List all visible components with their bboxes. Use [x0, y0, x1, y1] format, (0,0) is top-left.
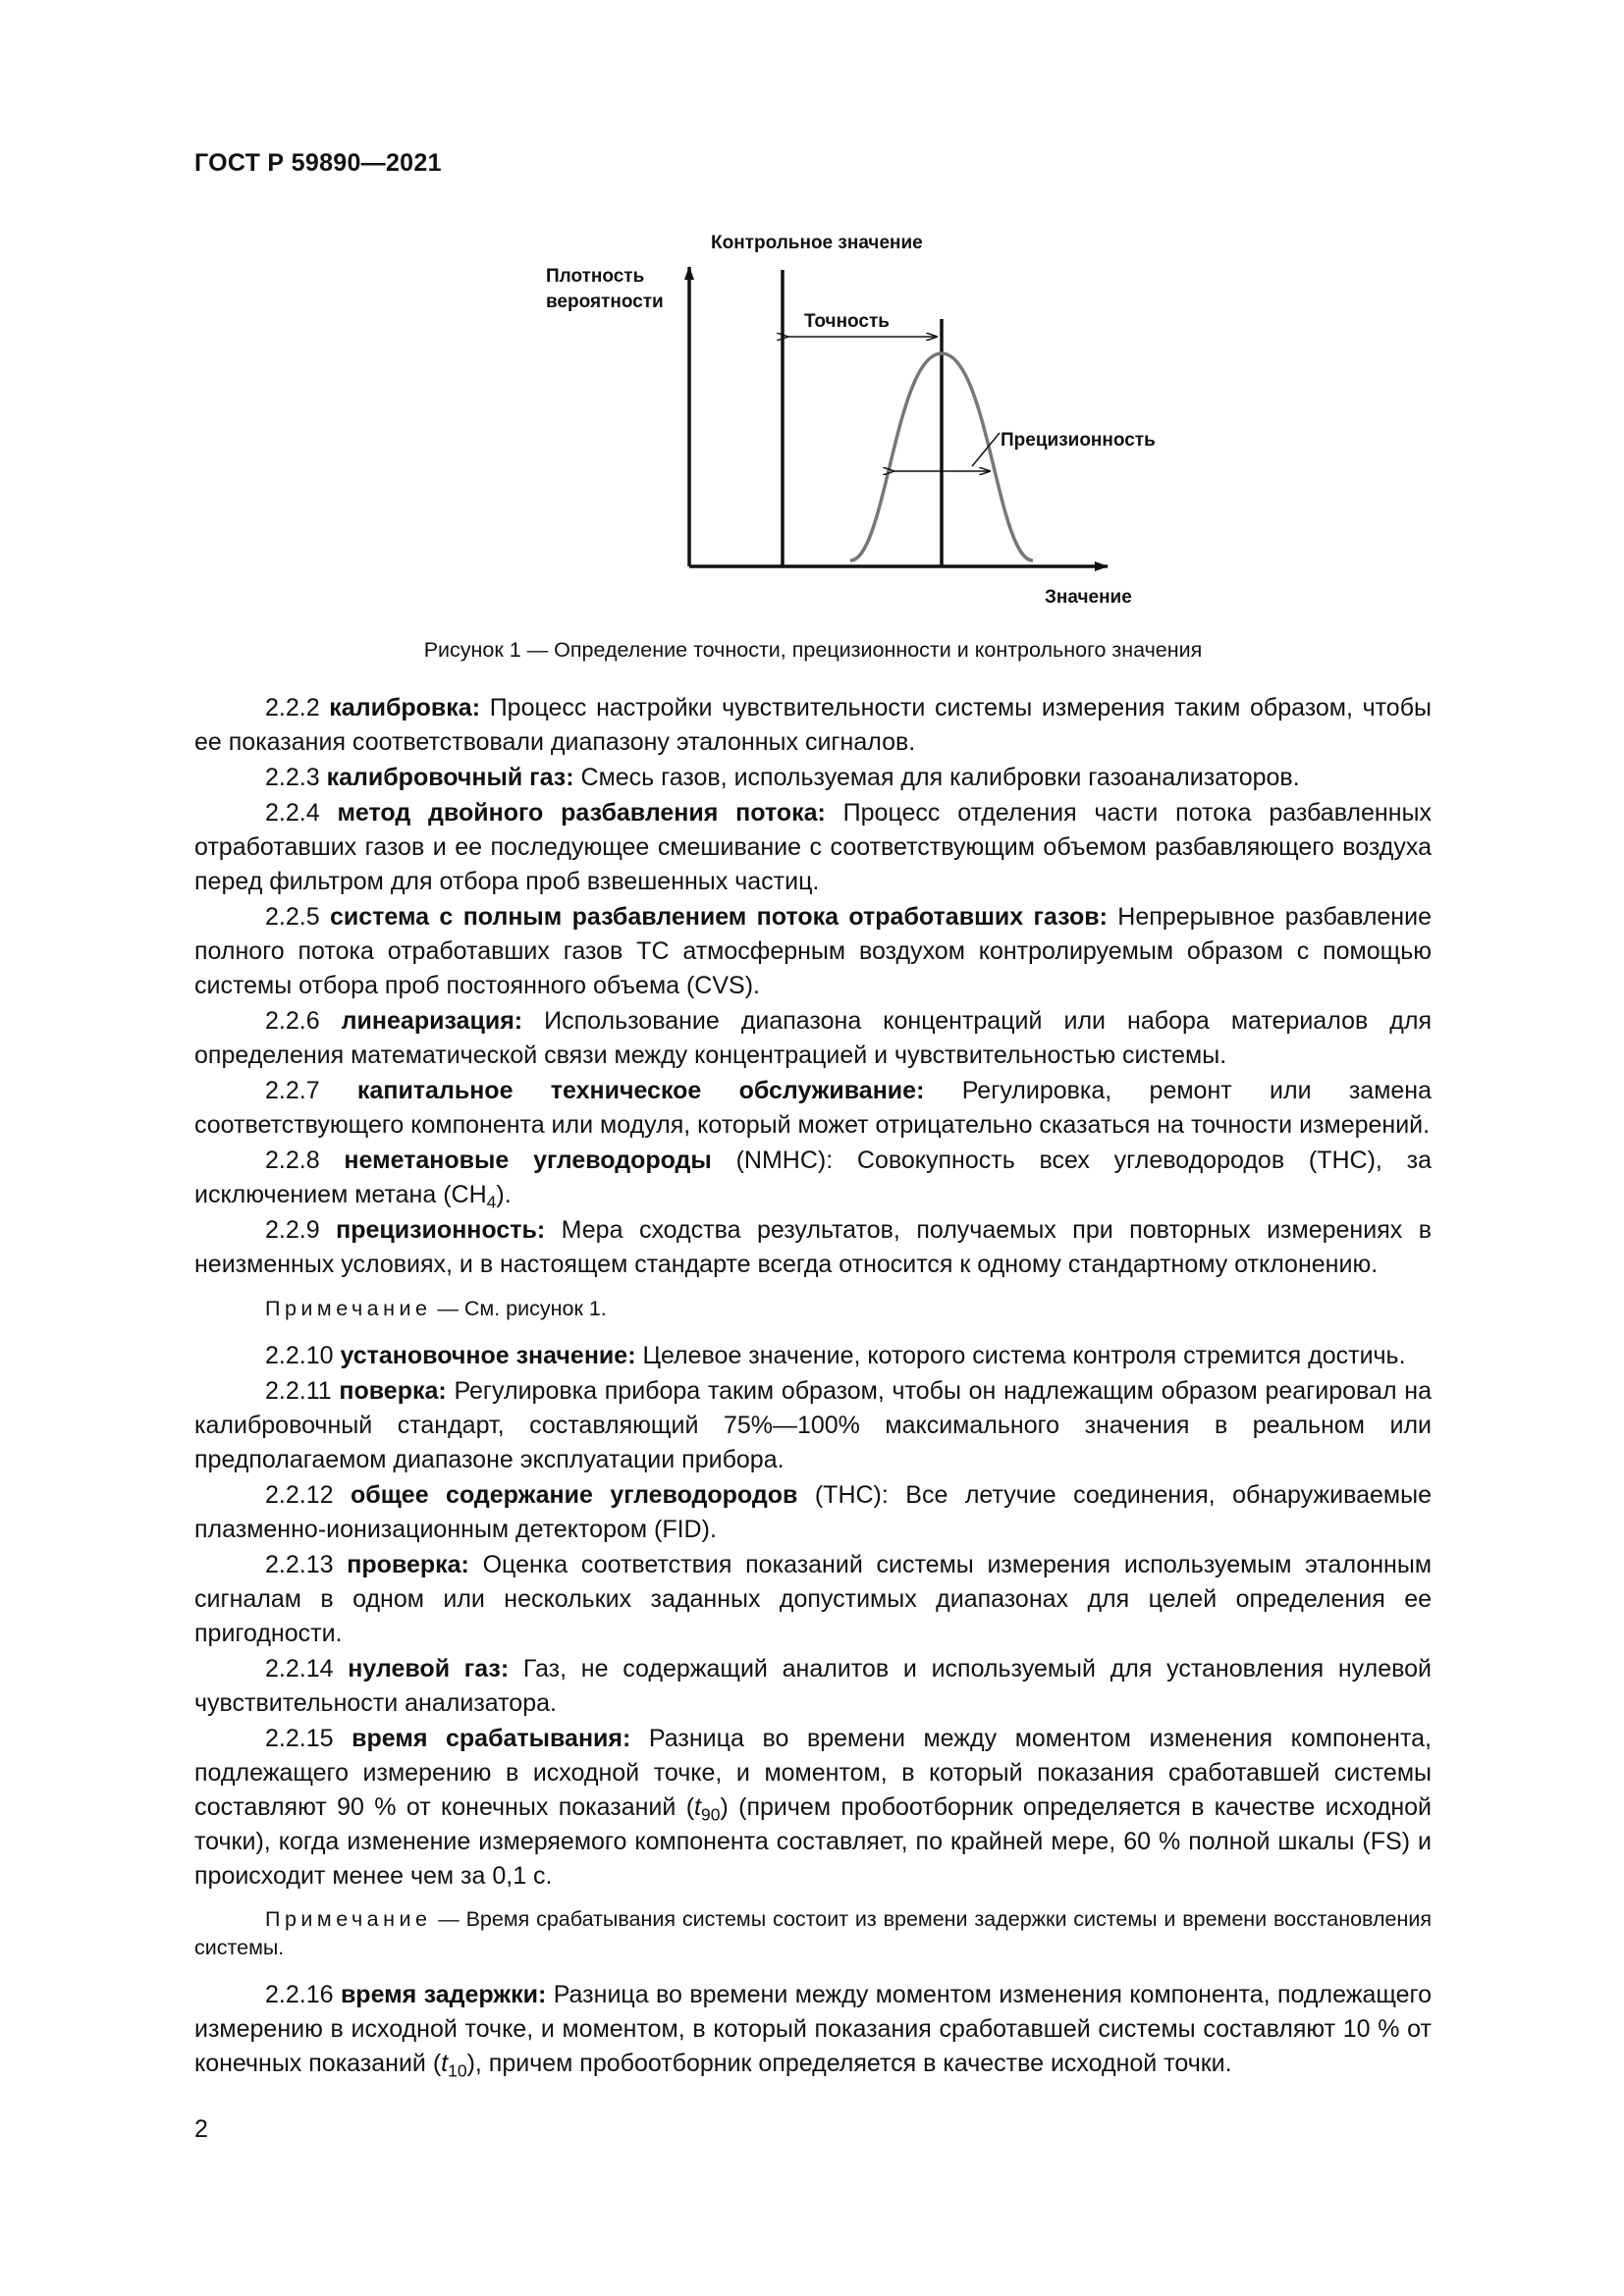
term-2-2-2: 2.2.2 калибровка: Процесс настройки чувствительности системы измерения таким образом, чтобы ее показания соответствовали диапазону эталонных сигналов. [194, 694, 1432, 756]
term-2-2-6: 2.2.6 линеаризация: Использование диапазона концентраций или набора материалов для определения математической связи между концентрацией и чувствительностью системы. [194, 1007, 1433, 1069]
term-2-2-14: 2.2.14 нулевой газ: Газ, не содержащий аналитов и используемый для установления нулевой чувствительности анализатора. [194, 1655, 1432, 1718]
page-number: 2 [194, 2115, 208, 2143]
figure-1 [530, 221, 1168, 618]
reference-value-label: Контрольное значение [711, 233, 923, 253]
term-2-2-12: 2.2.12 общее содержание углеводородов (THC): Все летучие соединения, обнаруживаемые плазменно-ионизационным детектором (FID). [194, 1481, 1432, 1544]
term-2-2-8: 2.2.8 неметановые углеводороды (NMHC): Совокупность всех углеводородов (THC), за исключением метана $(CH_4)$. [194, 1147, 1433, 1212]
term-2-2-5: 2.2.5 система с полным разбавлением потока отработавших газов: Непрерывное разбавление полного потока отработавших газов ТС атмосферным воздухом контролируемым образом с помощью системы отбора проб постоянного объема (CVS). [194, 903, 1432, 999]
term-2-2-7: 2.2.7 капитальное техническое обслуживание: Регулировка, ремонт или замена соответствующего компонента или модуля, который может отрицательно сказаться на точности измерений. [194, 1077, 1433, 1140]
note-1: Примечание — См. рисунок 1. [265, 1297, 607, 1321]
term-2-2-11: 2.2.11 поверка: Регулировка прибора таким образом, чтобы он надлежащим образом реагировал на калибровочный стандарт, составляющий 75%—100% максимального значения в реальном или предполагаемом диапазоне эксплуатации прибора. [194, 1377, 1432, 1473]
term-2-2-10: 2.2.10 установочное значение: Целевое значение, которого система контроля стремится достичь. [265, 1342, 1406, 1370]
term-2-2-3: 2.2.3 калибровочный газ: Смесь газов, используемая для калибровки газоанализаторов. [265, 764, 1300, 792]
accuracy-precision-diagram [530, 221, 1168, 618]
term-2-2-9: 2.2.9 прецизионность: Мера сходства результатов, получаемых при повторных измерениях в неизменных условиях, и в настоящем стандарте всегда относится к одному стандартному отклонению. [194, 1216, 1432, 1279]
term-2-2-13: 2.2.13 проверка: Оценка соответствия показаний системы измерения используемым эталонным сигналам в одном или нескольких заданных допустимых диапазонах для целей определения ее пригодности. [194, 1551, 1433, 1647]
term-2-2-16: 2.2.16 время задержки: Разница во времени между моментом изменения компонента, подлежащего измерению в исходной точке, и моментом, в который показания сработавшей системы составляют 10 % от конечных показаний $(t_{10})$, причем пробоотборник определяется в качестве исходной точки. [194, 1981, 1433, 2081]
document-code-header: ГОСТ Р 59890—2021 [194, 149, 442, 177]
density-label-line1: Плотность [546, 266, 645, 287]
density-label-line2: вероятности [546, 292, 664, 312]
document-body [194, 691, 1432, 2082]
value-label: Значение [1045, 587, 1132, 608]
term-2-2-15: 2.2.15 время срабатывания: Разница во времени между моментом изменения компонента, подлежащего измерению в исходной точке, и моментом, в который показания сработавшей системы составляют 90 % от конечных показаний $(t_{90})$ (причем пробоотборник определяется в качестве исходной точки), когда изменение измеряемого компонента составляет, по крайней мере, 60 % полной шкалы (FS) и происходит менее чем за 0,1 с. [194, 1725, 1432, 1890]
precision-label: Прецизионность [1001, 430, 1156, 451]
note-2: Примечание — Время срабатывания системы состоит из времени задержки системы и времени восстановления системы. [194, 1907, 1432, 1960]
term-2-2-4: 2.2.4 метод двойного разбавления потока: Процесс отделения части потока разбавленных отработавших газов и ее последующее смешивание с соответствующим объемом разбавляющего воздуха перед фильтром для отбора проб взвешенных частиц. [194, 799, 1432, 895]
accuracy-label: Точность [804, 311, 890, 332]
figure-caption: Рисунок 1 — Определение точности, прецизионности и контрольного значения [423, 638, 1203, 662]
